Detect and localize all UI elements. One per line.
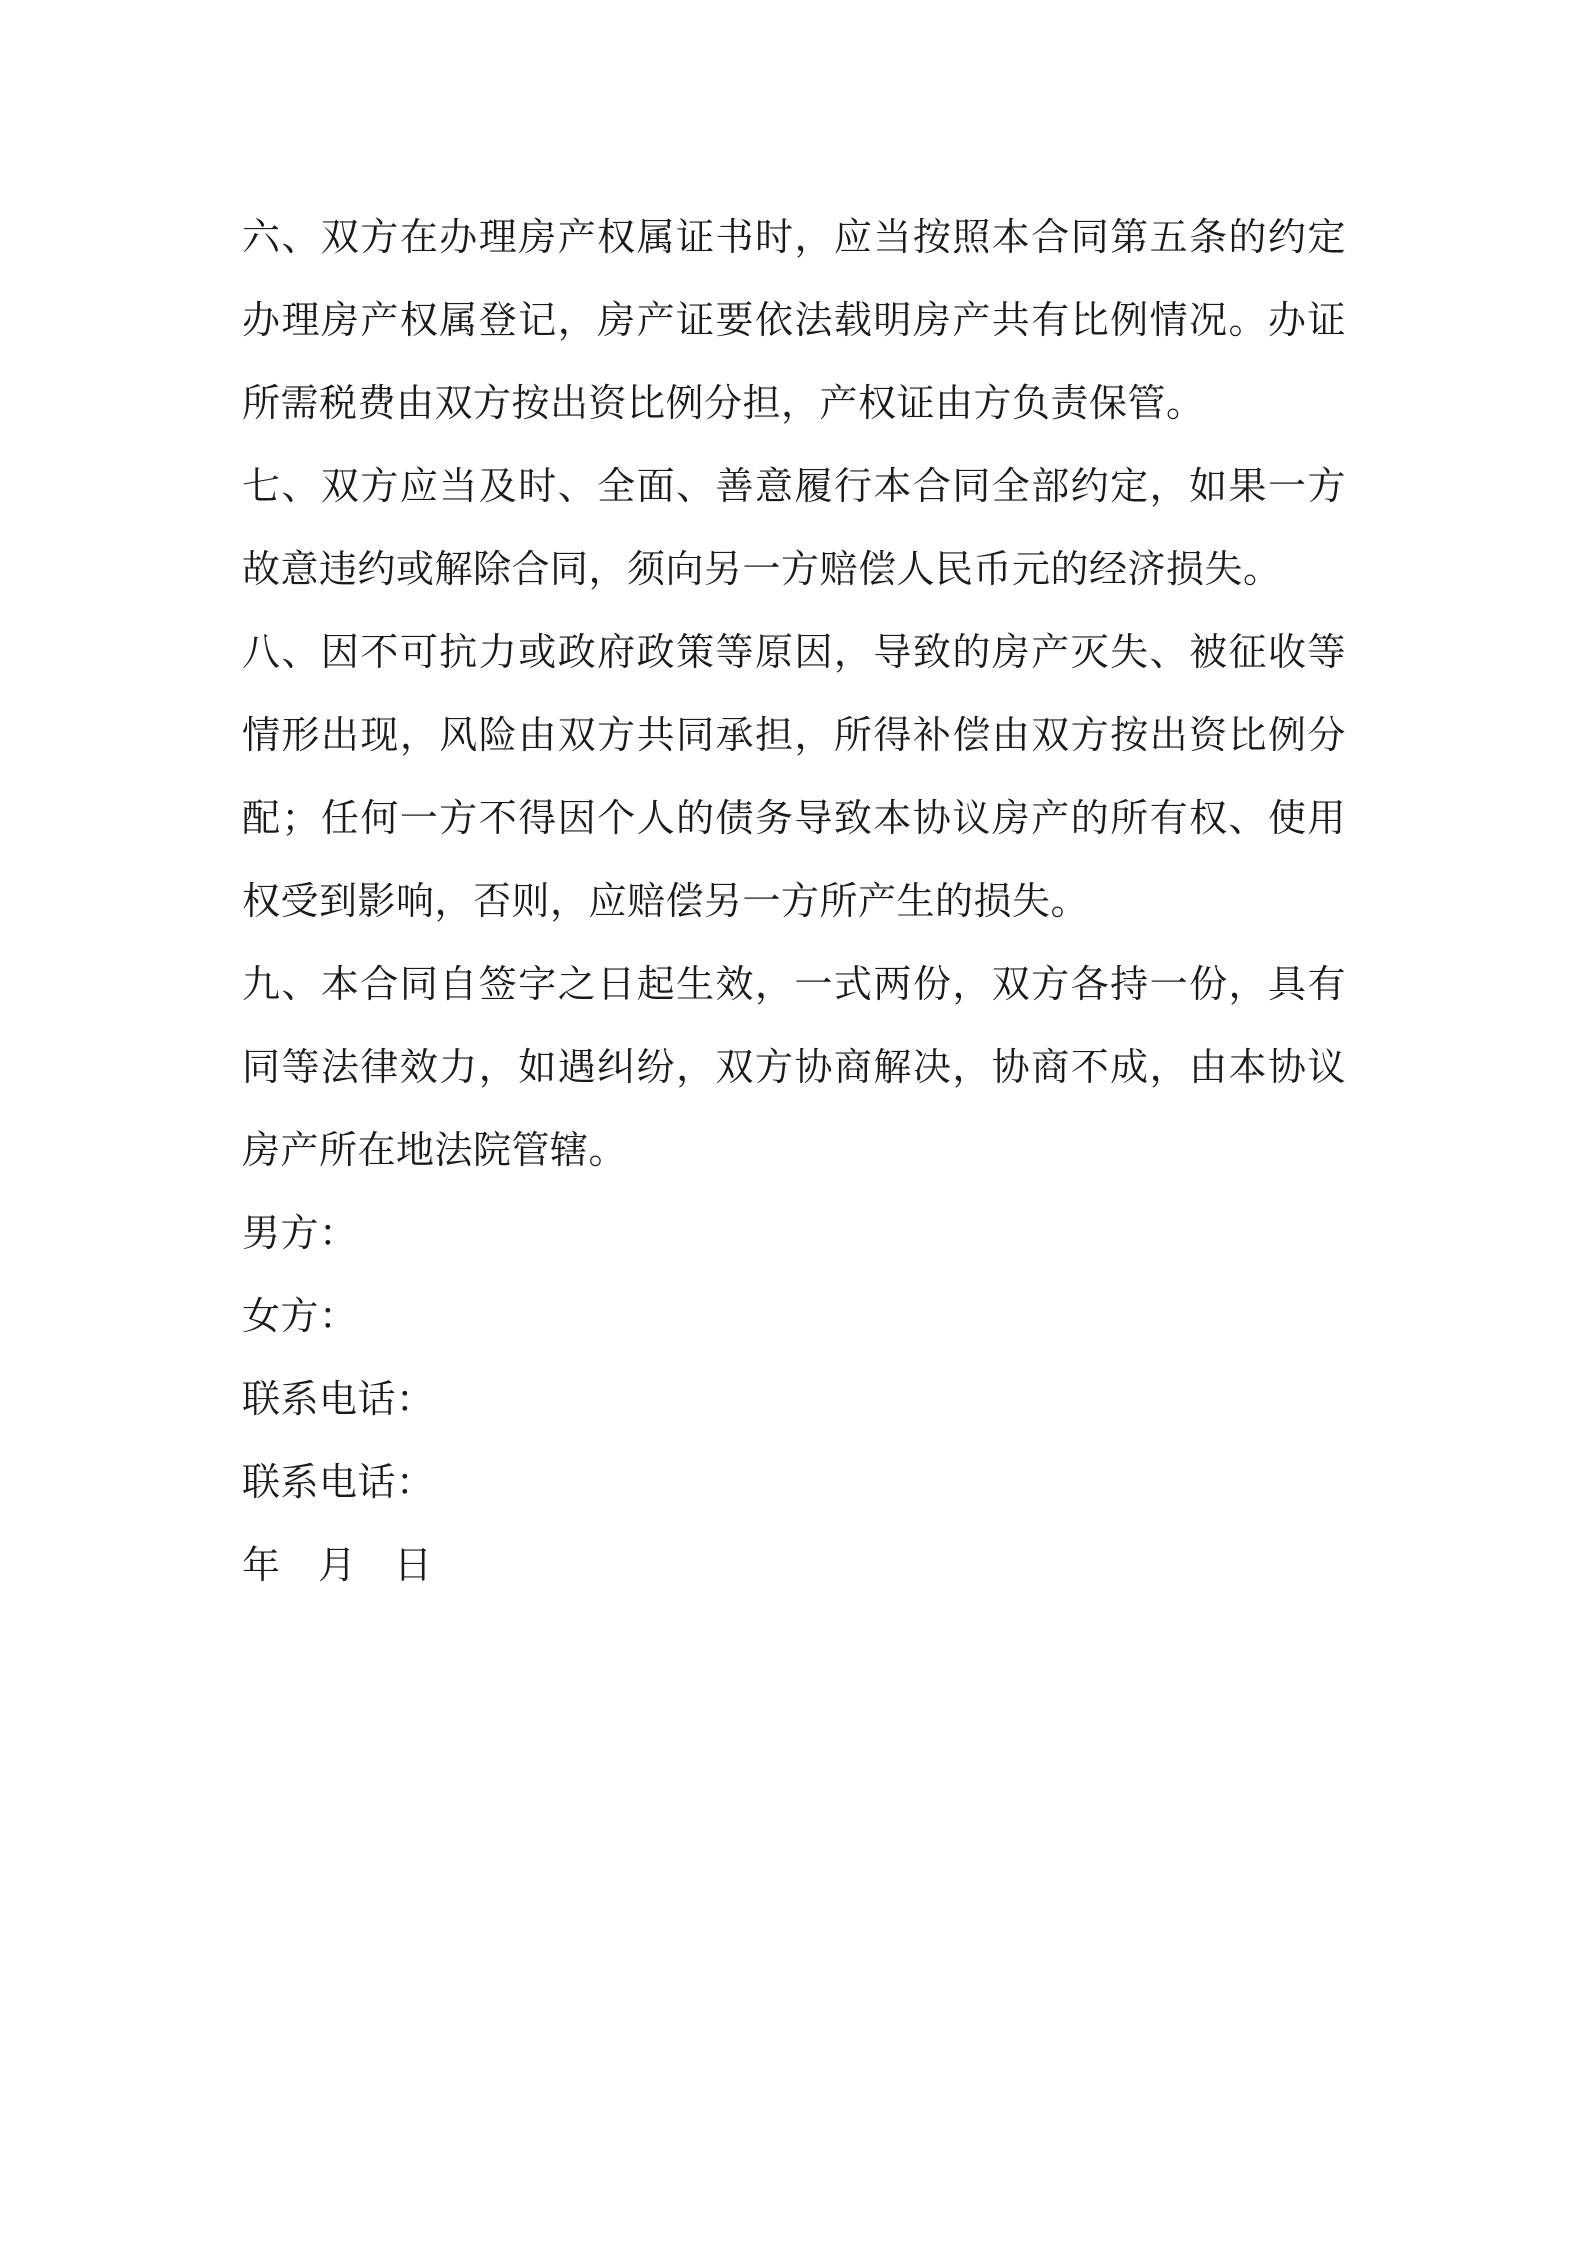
phone-label-1: 联系电话： <box>242 1377 435 1421</box>
clause-6: 六、双方在办理房产权属证书时，应当按照本合同第五条的约定办理房产权属登记，房产证要依法载明房产共有比例情况。办证所需税费由双方按出资比例分担，产权证由方负责保管。 <box>242 215 1346 425</box>
document-body <box>242 196 1346 1607</box>
clause-7: 七、双方应当及时、全面、善意履行本合同全部约定，如果一方故意违约或解除合同，须向另一方赔偿人民币元的经济损失。 <box>242 464 1346 591</box>
signature-block <box>242 1192 1346 1607</box>
date-year-label: 年 <box>242 1543 281 1587</box>
date-month-label: 月 <box>318 1543 357 1587</box>
date-line <box>242 1524 1346 1607</box>
female-party-label: 女方： <box>242 1294 358 1338</box>
clause-9: 九、本合同自签字之日起生效，一式两份，双方各持一份，具有同等法律效力，如遇纠纷，双方协商解决，协商不成，由本协议房产所在地法院管辖。 <box>242 962 1346 1172</box>
male-party-label: 男方： <box>242 1211 358 1255</box>
phone-label-2: 联系电话： <box>242 1460 435 1504</box>
date-day-label: 日 <box>394 1543 433 1587</box>
clause-8: 八、因不可抗力或政府政策等原因，导致的房产灭失、被征收等情形出现，风险由双方共同承担，所得补偿由双方按出资比例分配；任何一方不得因个人的债务导致本协议房产的所有权、使用权受到影响，否则，应赔偿另一方所产生的损失。 <box>242 630 1346 923</box>
